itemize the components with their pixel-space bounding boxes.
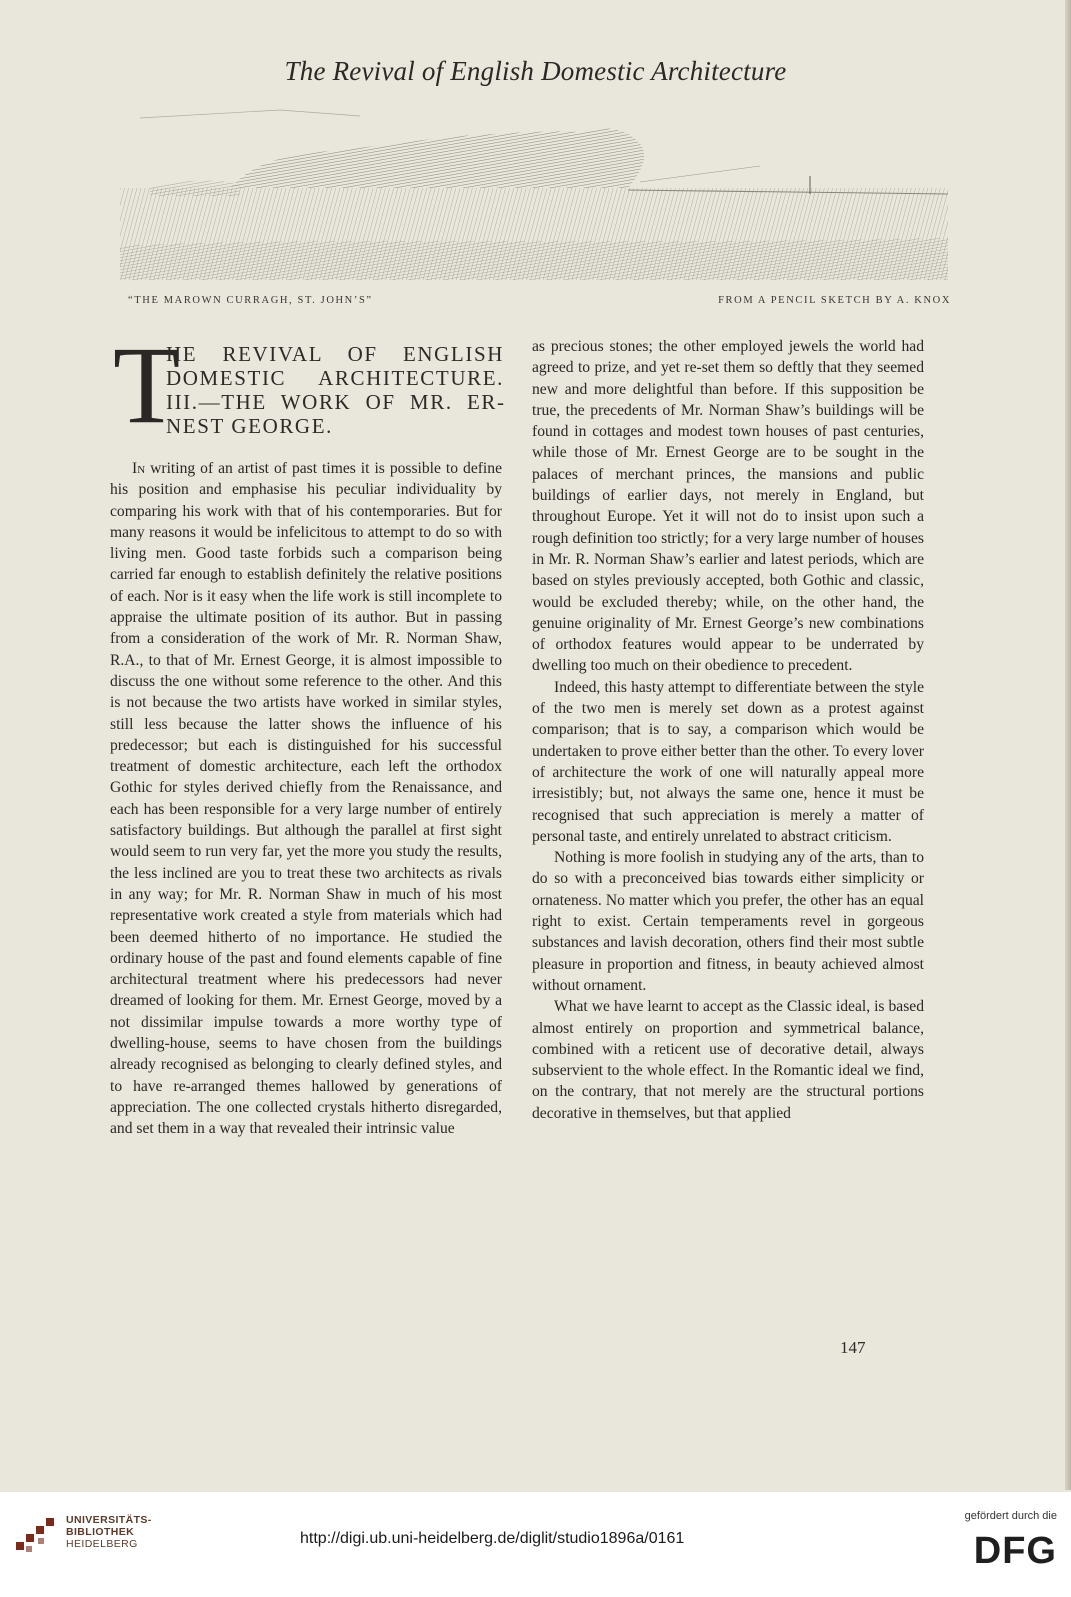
pencil-sketch-illustration: [120, 96, 948, 280]
library-name-line1: UNIVERSITÄTS-: [66, 1514, 152, 1526]
university-library-name: [66, 1514, 152, 1550]
library-name-line3: HEIDELBERG: [66, 1538, 138, 1550]
dfg-logo: DFG: [973, 1530, 1057, 1572]
permalink-url[interactable]: http://digi.ub.uni-heidelberg.de/diglit/studio1896a/0161: [300, 1530, 685, 1547]
drop-cap: T: [113, 324, 181, 446]
paragraph: What we have learnt to accept as the Classic ideal, is based almost entirely on proportion and symmetrical balance, combined with a reticent use of decorative detail, always subservient to the whole effect. In the Romantic ideal we find, on the contrary, that not merely are the structural portions decorative in themselves, but that applied: [532, 998, 924, 1122]
university-library-logo-icon: [14, 1512, 58, 1556]
left-column: [110, 324, 504, 1140]
funder-label: gefördert durch die: [964, 1510, 1057, 1522]
article-title: [110, 324, 504, 458]
article-title-text: HE REVIVAL OF ENGLISH DOMESTIC ARCHITECTURE. III.—THE WORK OF MR. ERNEST GEORGE.: [166, 342, 504, 438]
paragraph: as precious stones; the other employed jewels the world had agreed to prize, and yet re-set them so deftly that they seemed new and more delightful than before. If this supposition be true, the precedents of Mr. Norman Shaw’s buildings will be found in cottages and modest town houses of past centuries, while those of Mr. Ernest George are to be sought in the palaces of merchant princes, the mansions and public buildings of earlier days, not merely in England, but throughout Europe. Yet it will not do to insist upon such a rough definition too strictly; for a very large number of houses in Mr. R. Norman Shaw’s earlier and latest periods, which are based on styles previously accepted, both Gothic and classic, would be excluded thereby; while, on the other hand, the genuine originality of Mr. Ernest George’s new combinations of orthodox features would appear to be underrated by dwelling too much on their obedience to precedent.: [532, 338, 924, 675]
paragraph-lead-word: In: [132, 460, 146, 477]
figure-caption-credit: FROM A PENCIL SKETCH BY A. KNOX: [718, 295, 951, 306]
figure-caption-title: “THE MAROWN CURRAGH, ST. JOHN’S”: [128, 295, 373, 306]
paragraph: Nothing is more foolish in studying any of the arts, than to do so with a preconceived bias towards either simplicity or ornateness. No matter which you prefer, the other has an equal right to exist. Certain temperaments revel in gorgeous substances and lavish decoration, others find their most subtle pleasure in proportion and fitness, in beauty achieved almost without ornament.: [532, 849, 924, 994]
paragraph: [110, 458, 502, 1140]
right-column: [532, 336, 924, 1124]
paragraph-text: writing of an artist of past times it is possible to define his position and emphasise his peculiar individuality by comparing his work with that of his contemporaries. But for many reasons it would be infelicitous to attempt to do so with living men. Good taste forbids such a comparison being carried far enough to establish definitely the relative positions of each. Nor is it easy when the life work is still incomplete to appraise the ultimate position of its author. But in passing from a consideration of the work of Mr. R. Norman Shaw, R.A., to that of Mr. Ernest George, it is almost impossible to discuss the one without some reference to the other. And this is not because the two artists have worked in similar styles, still less because the latter shows the influence of his predecessor; but each is distinguished for his successful treatment of domestic architecture, each left the orthodox Gothic for styles derived chiefly from the Renaissance, and each has been responsible for a very large number of entirely satisfactory buildings. But although the parallel at first sight would seem to run very far, yet the more you study the results, the less inclined are you to treat these two architects as rivals in any way; for Mr. R. Norman Shaw in much of his most representative work created a style from materials which had been deemed hitherto of no importance. He studied the ordinary house of the past and found elements capable of fine architectural treatment where his predecessors had never dreamed of looking for them. Mr. Ernest George, moved by a not dissimilar impulse towards a more worthy type of dwelling-house, seems to have chosen from the buildings already recognised as belonging to clearly defined styles, and to have re-arranged themes hallowed by generations of appreciation. The one collected crystals hitherto disregarded, and set them in a way that revealed their intrinsic value: [110, 460, 502, 1138]
page-number: 147: [840, 1338, 866, 1357]
paragraph: Indeed, this hasty attempt to differentiate between the style of the two men is merely set down as a protest against comparison; that is to say, a comparison which would be undertaken to prove either better than the other. To every lover of architecture the work of one will naturally appeal more irresistibly; but, not always the same one, hence it must be recognised that such appreciation is merely a matter of personal taste, and entirely unrelated to abstract criticism.: [532, 678, 924, 845]
footer-bar: [0, 1492, 1071, 1597]
library-name-line2: BIBLIOTHEK: [66, 1526, 135, 1538]
page-edge: [1065, 0, 1071, 1490]
running-head: The Revival of English Domestic Architecture: [284, 56, 787, 86]
